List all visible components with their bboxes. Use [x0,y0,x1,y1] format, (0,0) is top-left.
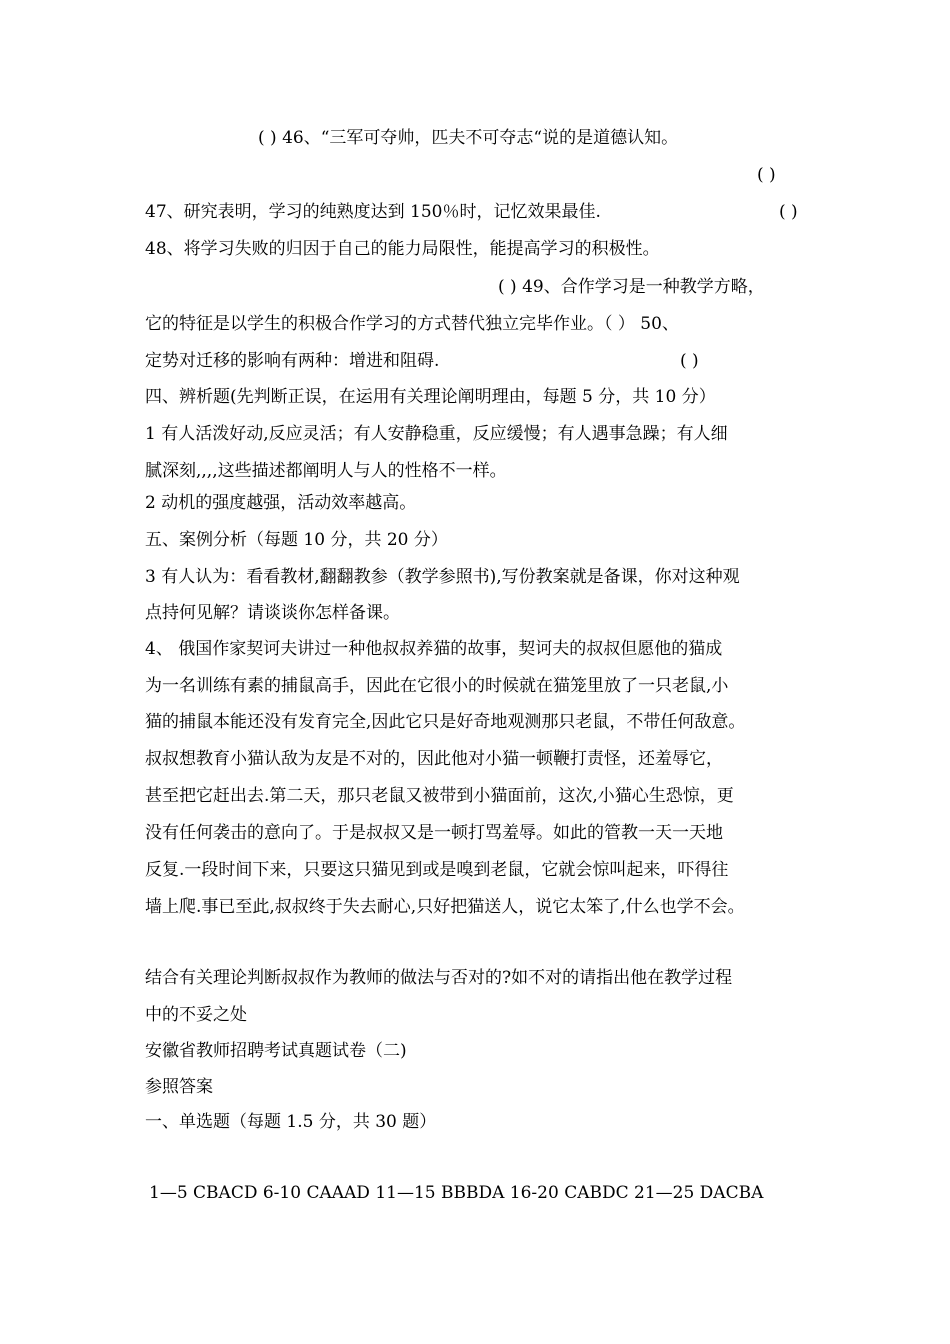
answers-heading: 参照答案 [145,1077,213,1097]
discussion-1-line1: 1 有人活泼好动,反应灵活；有人安静稳重，反应缓慢；有人遇事急躁；有人细 [145,424,728,444]
answer-bracket-46: ( ) [757,165,776,185]
answer-key-1-25: 1—5 CBACD 6-10 CAAAD 11—15 BBBDA 16-20 CABDC 21—25 DACBA [149,1183,764,1203]
section-4-heading: 四、辨析题(先判断正误，在运用有关理论阐明理由，每题 5 分，共 10 分） [145,387,716,407]
case-4-line4: 叔叔想教育小猫认敌为友是不对的，因此他对小猫一顿鞭打责怪，还羞辱它， [145,749,723,769]
case-4-line6: 没有任何袭击的意向了。于是叔叔又是一顿打骂羞辱。如此的管教一天一天地 [145,823,723,843]
case-4-line7: 反复.一段时间下来，只要这只猫见到或是嗅到老鼠，它就会惊叫起来，吓得往 [145,860,729,880]
question-49-cont: 它的特征是以学生的积极合作学习的方式替代独立完毕作业。（ ） 50、 [145,314,679,334]
question-46: ( ) 46、“三军可夺帅，匹夫不可夺志“说的是道德认知。 [258,128,679,148]
case-3-line2: 点持何见解？请谈谈你怎样备课。 [145,603,400,623]
case-4-line5: 甚至把它赶出去.第二天，那只老鼠又被带到小猫面前，这次,小猫心生恐惊，更 [145,786,734,806]
case-4-line1: 4、 俄国作家契诃夫讲过一种他叔叔养猫的故事，契诃夫的叔叔但愿他的猫成 [145,639,723,659]
case-3-line1: 3 有人认为：看看教材,翻翻教参（教学参照书),写份教案就是备课，你对这种观 [145,567,740,587]
discussion-2: 2 动机的强度越强，活动效率越高。 [145,493,417,513]
section-5-heading: 五、案例分析（每题 10 分，共 20 分） [145,530,448,550]
question-49-start: ( ) 49、合作学习是一种教学方略， [498,277,765,297]
exam-title: 安徽省教师招聘考试真题试卷（二) [145,1041,407,1061]
single-choice-heading: 一、单选题（每题 1.5 分，共 30 题） [145,1112,437,1132]
case-4-question-line1: 结合有关理论判断叔叔作为教师的做法与否对的?如不对的请指出他在教学过程 [145,968,733,988]
case-4-line3: 猫的捕鼠本能还没有发育完全,因此它只是好奇地观测那只老鼠，不带任何敌意。 [145,712,746,732]
question-50: 定势对迁移的影响有两种：增进和阻碍. [145,351,440,371]
question-48: 48、将学习失败的归因于自己的能力局限性，能提高学习的积极性。 [145,239,660,259]
question-47: 47、研究表明，学习的纯熟度达到 150％时，记忆效果最佳. [145,202,601,222]
answer-bracket-47: ( ) [779,202,798,222]
case-4-question-line2: 中的不妥之处 [145,1005,247,1025]
answer-bracket-50: ( ) [680,351,699,371]
case-4-line8: 墙上爬.事已至此,叔叔终于失去耐心,只好把猫送人，说它太笨了,什么也学不会。 [145,897,745,917]
discussion-1-line2: 腻深刻,,,,这些描述都阐明人与人的性格不一样。 [145,461,507,481]
case-4-line2: 为一名训练有素的捕鼠高手，因此在它很小的时候就在猫笼里放了一只老鼠,小 [145,676,729,696]
